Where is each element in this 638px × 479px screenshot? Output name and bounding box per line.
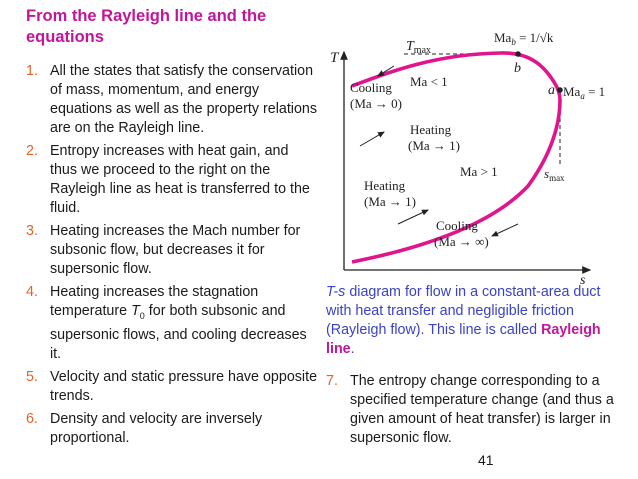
heating-bot-sub: (Ma → 1) — [364, 194, 416, 209]
item-number: 1. — [26, 63, 38, 79]
item-number: 2. — [26, 143, 38, 159]
item-number: 5. — [26, 368, 38, 385]
cooling-bot-label: Cooling — [436, 218, 478, 233]
item-text: Heating increases the Mach number for subsonic flow, but decreases it for supersonic flow. — [50, 223, 301, 277]
smax-label: $s_{max}$ — [544, 166, 565, 183]
t-axis-label: T — [330, 50, 339, 66]
slide-heading: From the Rayleigh line and the equations — [26, 7, 267, 46]
caption-italic: T-s — [326, 284, 346, 300]
item-text: The entropy change corresponding to a specified temperature change (and thus a given amount of heat transfer) is larger in supersonic flow. — [350, 373, 614, 446]
mab-label: $Ma_b = 1/√k$ — [494, 30, 554, 47]
list-item — [26, 283, 318, 364]
item-text: Velocity and static pressure have opposite trends. — [50, 368, 318, 404]
caption-text: diagram for flow in a constant-area duct with heat transfer and negligible friction (Rayleigh flow). This line is called — [326, 284, 601, 338]
list-item — [26, 410, 318, 448]
tmax-label: $T_{max}$ — [406, 39, 432, 56]
heating-mid-label: Heating — [410, 122, 452, 137]
list-item — [26, 368, 318, 406]
maa-label: $Ma_a = 1$ — [563, 84, 606, 101]
heating-bot-arrow — [398, 210, 428, 224]
ts-diagram — [322, 26, 608, 288]
list-item — [26, 62, 318, 138]
cooling-top-sub: (Ma → 0) — [350, 96, 402, 111]
item-text: All the states that satisfy the conservation of mass, momentum, and energy equations as well as the property relations are on the Rayleigh line. — [50, 63, 318, 136]
point-a-marker — [557, 87, 563, 93]
entropy-note-list — [326, 372, 616, 448]
heating-mid-sub: (Ma → 1) — [408, 138, 460, 153]
cooling-bot-sub: (Ma → ∞) — [434, 234, 489, 249]
item-number: 6. — [26, 410, 38, 427]
item-number: 3. — [26, 223, 38, 239]
item-symbol: T — [131, 303, 140, 319]
point-b-label: b — [514, 61, 521, 76]
point-b-marker — [515, 51, 521, 57]
item-text-pre: Heating increases the stagnation temperature — [50, 284, 259, 319]
point-a-label: a — [548, 83, 555, 98]
page-number: 41 — [478, 452, 494, 468]
item-number: 4. — [26, 284, 38, 300]
list-item — [26, 222, 318, 279]
ma-lt-1-label: Ma < 1 — [410, 74, 448, 89]
list-item — [326, 372, 616, 448]
item-text-post: for both subsonic and supersonic flows, and cooling decreases it. — [50, 303, 307, 362]
cooling-bot-arrow — [492, 224, 518, 236]
item-number: 7. — [326, 373, 338, 389]
caption-end: . — [350, 341, 355, 357]
list-item — [26, 142, 318, 218]
ma-gt-1-label: Ma > 1 — [460, 164, 498, 179]
diagram-caption — [326, 283, 611, 359]
heating-mid-arrow — [360, 132, 384, 146]
cooling-top-label: Cooling — [350, 80, 392, 95]
property-list — [26, 62, 318, 452]
caption-emphasis: Rayleigh line — [326, 322, 601, 357]
heating-bot-label: Heating — [364, 178, 406, 193]
s-axis-label: s — [580, 273, 586, 288]
item-subscript: 0 — [139, 310, 145, 321]
item-text: Density and velocity are inversely proportional. — [50, 410, 263, 446]
item-text: Entropy increases with heat gain, and thus we proceed to the right on the Rayleigh line as heat is transferred to the fluid. — [50, 143, 310, 216]
